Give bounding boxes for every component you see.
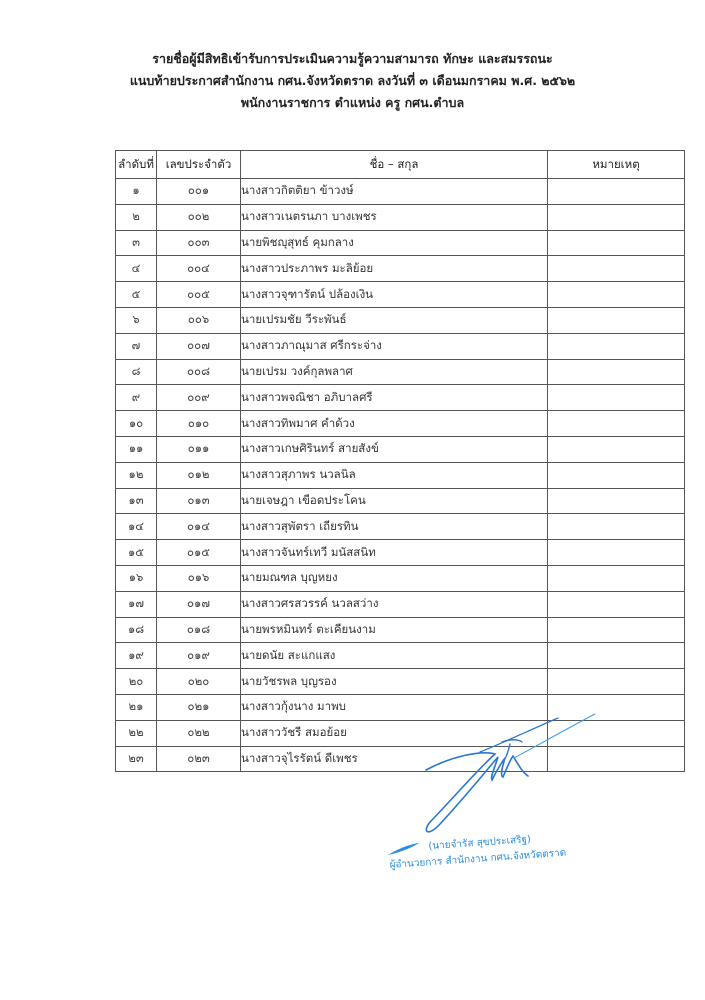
name-cell: นายเจษฎา เขือดประโคน [241,488,548,514]
name-cell: นางสาวพจณิชา อภิบาลศรี [241,385,548,411]
note-cell [548,591,685,617]
table-row [116,565,685,591]
name-cell: นางสาวทิพมาศ คำด้วง [241,411,548,437]
note-cell [548,565,685,591]
note-cell [548,436,685,462]
order-cell: ๒ [116,204,157,230]
name-cell: นางสาวกุ้งนาง มาพบ [241,694,548,720]
table-row [116,462,685,488]
note-cell [548,385,685,411]
signer-position: ผู้อำนวยการ สำนักงาน กศน.จังหวัดตราด [389,847,567,871]
order-cell: ๙ [116,385,157,411]
order-cell: ๕ [116,282,157,308]
note-cell [548,669,685,695]
order-cell: ๔ [116,256,157,282]
table-header-row [116,151,685,179]
id-cell: ๐๒๑ [157,694,241,720]
note-cell [548,282,685,308]
note-cell [548,179,685,205]
order-cell: ๑๓ [116,488,157,514]
name-cell: นายมณฑล บุญหยง [241,565,548,591]
name-cell: นายวัชรพล บุญรอง [241,669,548,695]
table-row [116,540,685,566]
name-cell: นายเปรมชัย วีระพันธ์ [241,307,548,333]
name-cell: นางสาวจุฑารัตน์ ปล้องเงิน [241,282,548,308]
order-cell: ๑ [116,179,157,205]
id-cell: ๐๐๒ [157,204,241,230]
order-cell: ๑๔ [116,514,157,540]
column-header-name: ชื่อ – สกุล [241,151,548,179]
id-cell: ๐๑๙ [157,643,241,669]
header-line-2: แนบท้ายประกาศสำนักงาน กศน.จังหวัดตราด ลงวันที่ ๓ เดือนมกราคม พ.ศ. ๒๕๖๒ [129,73,576,88]
table-row [116,411,685,437]
name-cell: นางสาวภาณุมาส ศรีกระจ่าง [241,333,548,359]
name-cell: นายพิชญุสุทธ์ คุมกลาง [241,230,548,256]
order-cell: ๑๘ [116,617,157,643]
order-cell: ๑๒ [116,462,157,488]
note-cell [548,307,685,333]
id-cell: ๐๐๙ [157,385,241,411]
order-cell: ๑๖ [116,565,157,591]
name-cell: นางสาวศรสวรรค์ นวลสว่าง [241,591,548,617]
table-row [116,643,685,669]
note-cell [548,488,685,514]
table-row [116,436,685,462]
id-cell: ๐๐๓ [157,230,241,256]
id-cell: ๐๐๘ [157,359,241,385]
note-cell [548,643,685,669]
id-cell: ๐๒๐ [157,669,241,695]
order-cell: ๒๑ [116,694,157,720]
candidate-table [115,150,685,772]
note-cell [548,204,685,230]
id-cell: ๐๑๒ [157,462,241,488]
note-cell [548,462,685,488]
order-cell: ๒๒ [116,720,157,746]
id-cell: ๐๒๒ [157,720,241,746]
id-cell: ๐๐๕ [157,282,241,308]
note-cell [548,359,685,385]
order-cell: ๒๓ [116,746,157,772]
id-cell: ๐๑๕ [157,540,241,566]
table-row [116,307,685,333]
column-header-id: เลขประจำตัว [157,151,241,179]
header-line-1: รายชื่อผู้มีสิทธิเข้ารับการประเมินความรู้ความสามารถ ทักษะ และสมรรถนะ [152,51,553,66]
table-row [116,256,685,282]
note-cell [548,333,685,359]
id-cell: ๐๑๓ [157,488,241,514]
order-cell: ๑๕ [116,540,157,566]
order-cell: ๖ [116,307,157,333]
table-row [116,617,685,643]
order-cell: ๗ [116,333,157,359]
name-cell: นายดนัย สะแกแสง [241,643,548,669]
name-cell: นางสาวจุไรรัตน์ ดีเพชร [241,746,548,772]
id-cell: ๐๑๗ [157,591,241,617]
table-row [116,179,685,205]
order-cell: ๘ [116,359,157,385]
note-cell [548,230,685,256]
name-cell: นางสาววัชรี สมอย้อย [241,720,548,746]
name-cell: นางสาวสุพัตรา เถียรทิน [241,514,548,540]
table-row [116,514,685,540]
note-cell [548,617,685,643]
order-cell: ๑๙ [116,643,157,669]
name-cell: นางสาวกิตติยา ข้าวงษ์ [241,179,548,205]
name-cell: นางสาวสุภาพร นวลนิล [241,462,548,488]
table-row [116,669,685,695]
signer-name: (นายจำรัส สุขประเสริฐ) [428,834,532,853]
table-row [116,359,685,385]
id-cell: ๐๐๑ [157,179,241,205]
table-row [116,230,685,256]
name-cell: นางสาวเกษศิรินทร์ สายสังข์ [241,436,548,462]
header-line-3: พนักงานราชการ ตำแหน่ง ครู กศน.ตำบล [240,95,465,110]
id-cell: ๐๑๑ [157,436,241,462]
name-cell: นางสาวเนตรนภา บางเพชร [241,204,548,230]
table-row [116,204,685,230]
order-cell: ๓ [116,230,157,256]
table-row [116,282,685,308]
column-header-note: หมายเหตุ [548,151,685,179]
name-cell: นางสาวจันทร์เทวี มนัสสนิท [241,540,548,566]
table-row [116,333,685,359]
name-cell: นายเปรม วงค์กุลพลาศ [241,359,548,385]
document-header [0,48,705,114]
id-cell: ๐๑๖ [157,565,241,591]
note-cell [548,514,685,540]
id-cell: ๐๒๓ [157,746,241,772]
order-cell: ๑๗ [116,591,157,617]
note-cell [548,256,685,282]
id-cell: ๐๑๐ [157,411,241,437]
order-cell: ๑๐ [116,411,157,437]
note-cell [548,540,685,566]
id-cell: ๐๐๔ [157,256,241,282]
id-cell: ๐๑๘ [157,617,241,643]
table-row [116,385,685,411]
id-cell: ๐๐๗ [157,333,241,359]
id-cell: ๐๑๔ [157,514,241,540]
table-row [116,591,685,617]
table-row [116,488,685,514]
quill-icon [386,842,421,856]
name-cell: นายพรหมินทร์ ตะเคียนงาม [241,617,548,643]
note-cell [548,411,685,437]
order-cell: ๒๐ [116,669,157,695]
column-header-order: ลำดับที่ [116,151,157,179]
signature-image [410,712,610,842]
order-cell: ๑๑ [116,436,157,462]
id-cell: ๐๐๖ [157,307,241,333]
name-cell: นางสาวประภาพร มะลิย้อย [241,256,548,282]
